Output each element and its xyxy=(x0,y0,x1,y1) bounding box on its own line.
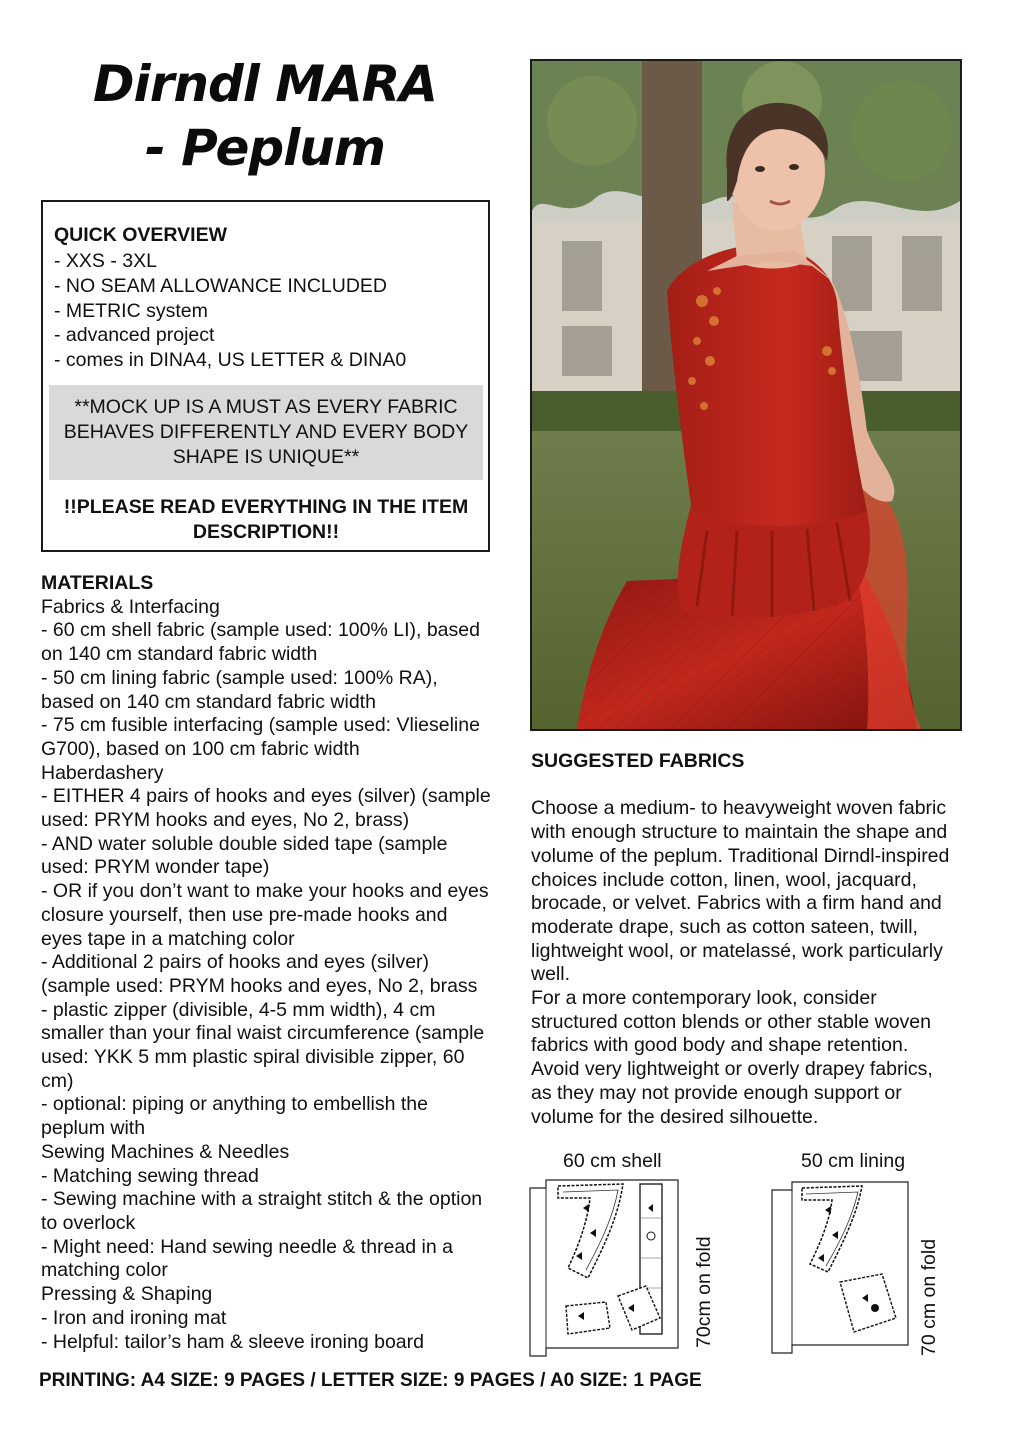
materials-line: - Iron and ironing mat xyxy=(41,1306,227,1329)
printing-info: PRINTING: A4 SIZE: 9 PAGES / LETTER SIZE: 9 PAGES / A0 SIZE: 1 PAGE xyxy=(39,1370,702,1391)
fabrics-heading: SUGGESTED FABRICS xyxy=(531,750,745,772)
materials-line: - Helpful: tailor’s ham & sleeve ironing board xyxy=(41,1330,424,1353)
materials-line: - 75 cm fusible interfacing (sample used: Vlieseline xyxy=(41,714,480,737)
materials-line: - 60 cm shell fabric (sample used: 100% LI), based xyxy=(41,619,480,642)
fabrics-line: well. xyxy=(531,963,571,986)
materials-line: closure yourself, then use pre-made hooks and xyxy=(41,903,448,926)
materials-line: - Additional 2 pairs of hooks and eyes (silver) xyxy=(41,951,430,974)
warning-line: !!PLEASE READ EVERYTHING IN THE ITEM xyxy=(63,496,469,518)
materials-line: - optional: piping or anything to embellish the xyxy=(41,1093,428,1116)
lining-fold-label: 70 cm on fold xyxy=(918,1238,940,1356)
materials-line: - Sewing machine with a straight stitch & the option xyxy=(41,1188,483,1211)
fabrics-line: moderate drape, such as cotton sateen, twill, xyxy=(531,915,918,938)
mockup-note xyxy=(49,385,483,480)
fabrics-line: as they may not provide enough support or xyxy=(531,1081,902,1104)
overview-item: - XXS - 3XL xyxy=(54,250,157,272)
lining-layout-label: 50 cm lining xyxy=(801,1150,906,1172)
fabrics-line: Choose a medium- to heavyweight woven fabric xyxy=(531,797,947,820)
materials-line: used: YKK 5 mm plastic spiral divisible zipper, 60 xyxy=(41,1046,465,1069)
overview-list xyxy=(54,249,406,373)
shell-layout-label: 60 cm shell xyxy=(563,1150,662,1172)
materials-line: G700), based on 100 cm fabric width xyxy=(41,737,360,760)
materials-line: - AND water soluble double sided tape (sample xyxy=(41,832,448,855)
materials-line: Sewing Machines & Needles xyxy=(41,1140,290,1163)
warning-line: DESCRIPTION!! xyxy=(192,521,340,543)
materials-line: to overlock xyxy=(41,1211,136,1234)
shell-fold-label: 70cm on fold xyxy=(693,1236,715,1348)
fabrics-line: structured cotton blends or other stable woven xyxy=(531,1010,931,1033)
fabrics-line: volume of the peplum. Traditional Dirndl-inspired xyxy=(531,844,950,867)
materials-line: - OR if you don’t want to make your hooks and eyes xyxy=(41,880,489,903)
fabrics-text xyxy=(531,797,971,1129)
materials-line: Fabrics & Interfacing xyxy=(41,595,220,618)
mockup-note-line: BEHAVES DIFFERENTLY AND EVERY BODY xyxy=(63,421,469,443)
title-line-2: - Peplum xyxy=(145,119,385,177)
fabrics-line: choices include cotton, linen, wool, jacquard, xyxy=(531,868,917,891)
materials-line: matching color xyxy=(41,1259,168,1282)
overview-item: - METRIC system xyxy=(54,299,208,322)
mockup-note-line: **MOCK UP IS A MUST AS EVERY FABRIC xyxy=(74,396,458,418)
fabrics-line: volume for the desired silhouette. xyxy=(531,1105,819,1128)
materials-line: used: PRYM hooks and eyes, No 2, brass) xyxy=(41,809,410,832)
materials-line: peplum with xyxy=(41,1117,146,1140)
materials-line: used: PRYM wonder tape) xyxy=(41,856,270,879)
overview-item: - comes in DINA4, US LETTER & DINA0 xyxy=(54,349,407,372)
materials-line: smaller than your final waist circumference (sample xyxy=(41,1022,485,1045)
mockup-note-line: SHAPE IS UNIQUE** xyxy=(172,446,360,468)
materials-line: - EITHER 4 pairs of hooks and eyes (silver) (sample xyxy=(41,785,491,808)
title-line-1: Dirndl MARA xyxy=(93,55,437,113)
fabrics-line: with enough structure to maintain the shape and xyxy=(531,821,948,844)
materials-line: - Matching sewing thread xyxy=(41,1164,259,1187)
materials-line: - plastic zipper (divisible, 4-5 mm width), 4 cm xyxy=(41,998,436,1021)
overview-heading: QUICK OVERVIEW xyxy=(54,224,227,246)
read-description-warning xyxy=(49,495,483,545)
materials-line: cm) xyxy=(41,1069,74,1092)
model-photo xyxy=(530,59,962,731)
materials-heading: MATERIALS xyxy=(41,572,154,594)
materials-line: Haberdashery xyxy=(41,761,164,784)
fabrics-line: Avoid very lightweight or overly drapey fabrics, xyxy=(531,1058,933,1081)
overview-item: - advanced project xyxy=(54,324,215,347)
fabrics-line: brocade, or velvet. Fabrics with a firm hand and xyxy=(531,892,942,915)
materials-line: (sample used: PRYM hooks and eyes, No 2, brass xyxy=(41,974,478,997)
shell-cutting-layout xyxy=(528,1178,688,1358)
quick-overview-box xyxy=(41,200,490,552)
fabrics-line: fabrics with good body and shape retention. xyxy=(531,1034,909,1057)
materials-line: on 140 cm standard fabric width xyxy=(41,643,318,666)
materials-line: Pressing & Shaping xyxy=(41,1283,213,1306)
fabrics-line: For a more contemporary look, consider xyxy=(531,987,877,1010)
page-title xyxy=(40,52,490,180)
materials-line: - Might need: Hand sewing needle & thread in a xyxy=(41,1235,453,1258)
materials-line: - 50 cm lining fabric (sample used: 100% RA), xyxy=(41,666,438,689)
materials-line: based on 140 cm standard fabric width xyxy=(41,690,376,713)
materials-section xyxy=(41,572,511,1354)
materials-line: eyes tape in a matching color xyxy=(41,927,295,950)
lining-cutting-layout xyxy=(770,1180,915,1355)
overview-item: - NO SEAM ALLOWANCE INCLUDED xyxy=(54,274,388,297)
fabrics-line: lightweight wool, or matelassé, work particularly xyxy=(531,939,943,962)
materials-list xyxy=(41,596,511,1355)
suggested-fabrics-section xyxy=(531,750,971,1129)
